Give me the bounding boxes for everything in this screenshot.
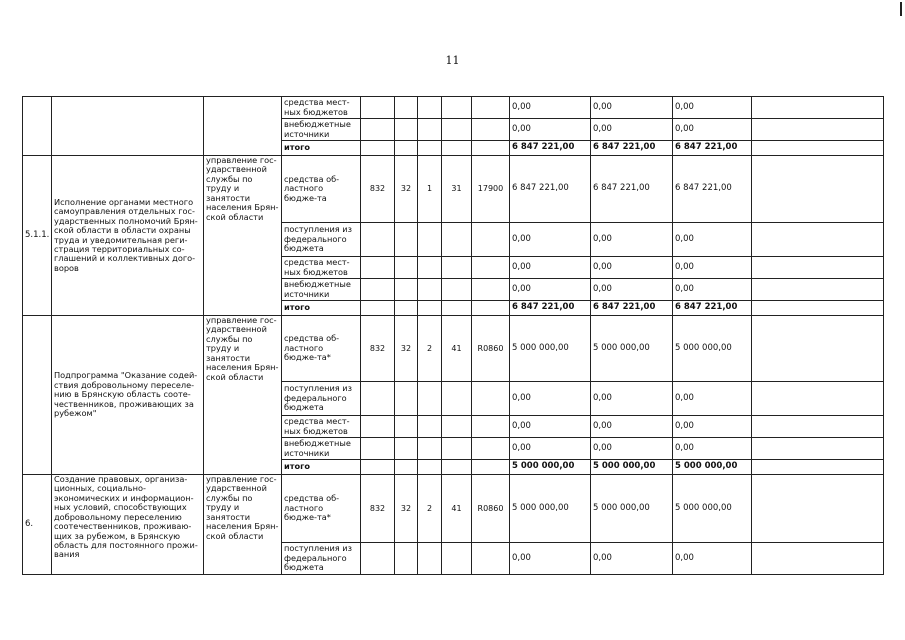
table-row — [23, 97, 884, 119]
value-cell: 5 000 000,00 — [510, 316, 591, 382]
grbs-cell: 832 — [361, 156, 395, 223]
source-cell: средства об-ластного бюдже-та* — [282, 475, 361, 543]
value-cell: 0,00 — [591, 543, 673, 575]
value-cell: 6 847 221,00 — [673, 301, 752, 316]
table-row — [23, 316, 884, 382]
table-row — [23, 475, 884, 543]
value-cell: 0,00 — [510, 257, 591, 279]
value-cell: 0,00 — [591, 382, 673, 416]
value-cell: 5 000 000,00 — [510, 475, 591, 543]
value-cell: 5 000 000,00 — [673, 475, 752, 543]
value-cell: 0,00 — [591, 279, 673, 301]
value-cell: 0,00 — [510, 438, 591, 460]
direction-cell: R0860 — [472, 475, 510, 543]
value-cell: 0,00 — [510, 543, 591, 575]
value-cell: 6 847 221,00 — [591, 156, 673, 223]
num-cell — [23, 97, 52, 156]
executor-cell: управление гос-ударственной службы по труду и занятости населения Брян-ской области — [204, 316, 282, 475]
value-cell: 0,00 — [673, 279, 752, 301]
value-cell: 0,00 — [591, 438, 673, 460]
num-cell: 6. — [23, 475, 52, 575]
value-cell: 0,00 — [673, 382, 752, 416]
value-cell: 6 847 221,00 — [673, 156, 752, 223]
value-cell: 5 000 000,00 — [673, 460, 752, 475]
value-cell: 0,00 — [591, 223, 673, 257]
gp-cell: 32 — [395, 316, 418, 382]
value-cell: 0,00 — [591, 119, 673, 141]
pp-cell: 1 — [418, 156, 442, 223]
source-cell: итого — [282, 301, 361, 316]
value-cell: 5 000 000,00 — [591, 475, 673, 543]
value-cell: 6 847 221,00 — [673, 141, 752, 156]
value-cell: 0,00 — [673, 543, 752, 575]
value-cell: 5 000 000,00 — [591, 316, 673, 382]
source-cell: внебюджетные источники — [282, 119, 361, 141]
om-cell: 41 — [442, 316, 472, 382]
value-cell: 0,00 — [510, 223, 591, 257]
value-cell: 6 847 221,00 — [510, 141, 591, 156]
name-cell — [52, 97, 204, 156]
direction-cell: R0860 — [472, 316, 510, 382]
name-cell: Создание правовых, организа-ционных, социально-экономических и информацион-ных условий, способствующих добровольному переселению соотечественников, проживаю-щих за рубежом, в Брянскую область для постоянного прожи-вания — [52, 475, 204, 575]
executor-cell: управление гос-ударственной службы по труду и занятости населения Брян-ской области — [204, 475, 282, 575]
value-cell: 6 847 221,00 — [591, 301, 673, 316]
source-cell: поступления из федерального бюджета — [282, 223, 361, 257]
value-cell: 0,00 — [673, 119, 752, 141]
value-cell: 0,00 — [673, 223, 752, 257]
gp-cell: 32 — [395, 475, 418, 543]
source-cell: средства об-ластного бюдже-та* — [282, 316, 361, 382]
budget-table — [22, 96, 884, 575]
value-cell: 0,00 — [510, 119, 591, 141]
source-cell: поступления из федерального бюджета — [282, 382, 361, 416]
source-cell: итого — [282, 460, 361, 475]
pp-cell: 2 — [418, 316, 442, 382]
source-cell: внебюджетные источники — [282, 438, 361, 460]
source-cell: поступления из федерального бюджета — [282, 543, 361, 575]
value-cell: 0,00 — [591, 97, 673, 119]
grbs-cell: 832 — [361, 316, 395, 382]
gp-cell: 32 — [395, 156, 418, 223]
value-cell: 5 000 000,00 — [510, 460, 591, 475]
source-cell: итого — [282, 141, 361, 156]
num-cell: 5.1.1. — [23, 156, 52, 316]
source-cell: внебюджетные источники — [282, 279, 361, 301]
direction-cell: 17900 — [472, 156, 510, 223]
value-cell: 0,00 — [510, 416, 591, 438]
value-cell: 0,00 — [591, 416, 673, 438]
source-cell: средства мест-ных бюджетов — [282, 416, 361, 438]
name-cell: Подпрограмма "Оказание содей-ствия добровольному переселе-нию в Брянскую область сооте-чественников, проживающих за рубежом" — [52, 316, 204, 475]
value-cell: 6 847 221,00 — [510, 301, 591, 316]
executor-cell: управление гос-ударственной службы по труду и занятости населения Брян-ской области — [204, 156, 282, 316]
value-cell: 0,00 — [673, 97, 752, 119]
table-row — [23, 156, 884, 223]
source-cell: средства мест-ных бюджетов — [282, 257, 361, 279]
page-number: 11 — [445, 54, 460, 67]
source-cell: средства мест-ных бюджетов — [282, 97, 361, 119]
value-cell: 5 000 000,00 — [673, 316, 752, 382]
pp-cell: 2 — [418, 475, 442, 543]
executor-cell — [204, 97, 282, 156]
value-cell: 0,00 — [510, 279, 591, 301]
name-cell: Исполнение органами местного самоуправления отдельных гос-ударственных полномочий Брян-ской области в области охраны труда и уведомительная реги-страция территориальных со-глашений и коллективных дого-воров — [52, 156, 204, 316]
value-cell: 0,00 — [673, 257, 752, 279]
value-cell: 5 000 000,00 — [591, 460, 673, 475]
value-cell: 0,00 — [673, 416, 752, 438]
value-cell: 0,00 — [510, 97, 591, 119]
num-cell — [23, 316, 52, 475]
om-cell: 41 — [442, 475, 472, 543]
value-cell: 6 847 221,00 — [510, 156, 591, 223]
value-cell: 0,00 — [591, 257, 673, 279]
source-cell: средства об-ластного бюдже-та — [282, 156, 361, 223]
value-cell: 6 847 221,00 — [591, 141, 673, 156]
grbs-cell: 832 — [361, 475, 395, 543]
scan-edge-mark — [900, 2, 902, 16]
value-cell: 0,00 — [673, 438, 752, 460]
value-cell: 0,00 — [510, 382, 591, 416]
om-cell: 31 — [442, 156, 472, 223]
